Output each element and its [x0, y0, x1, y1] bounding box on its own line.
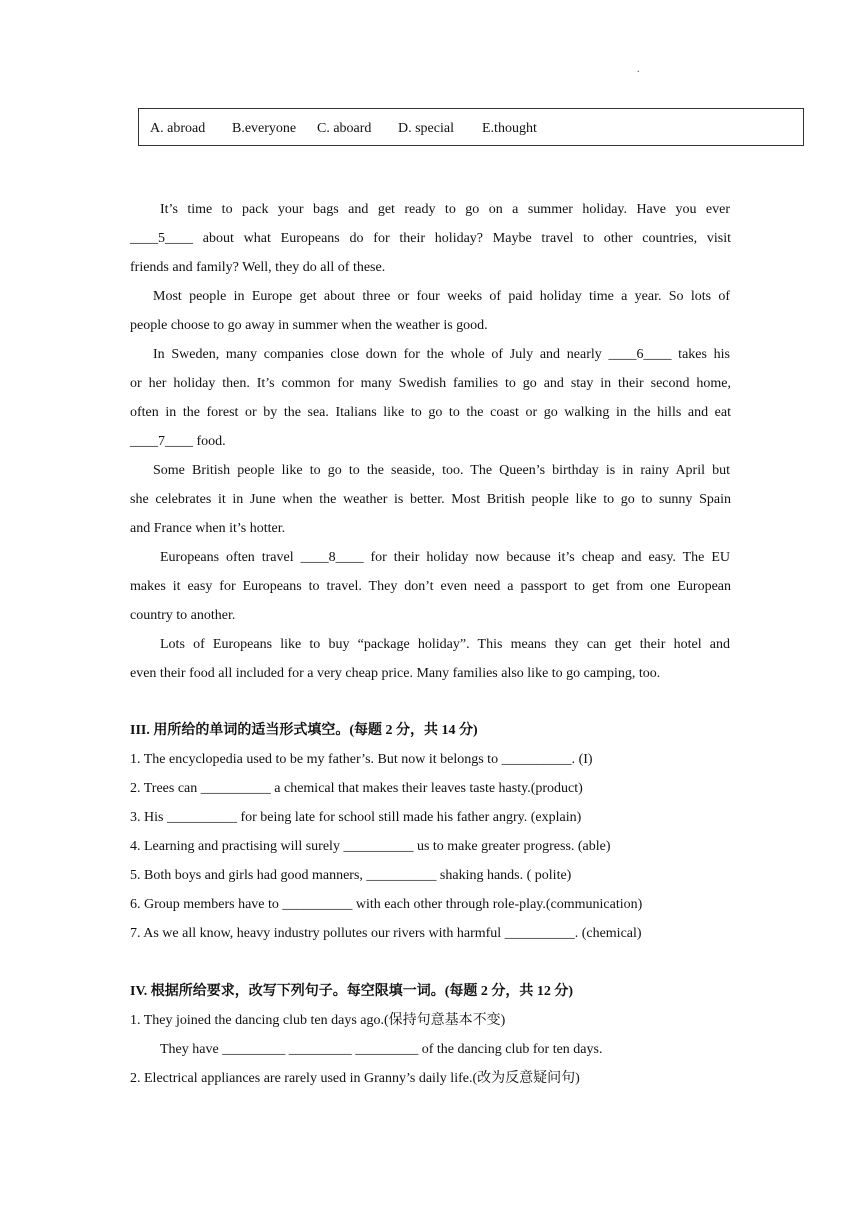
section-3-title: III. 用所给的单词的适当形式填空。(每题 2 分，共 14 分) [130, 723, 478, 738]
passage-line: she celebrates it in June when the weather is better. Most British people like to go to sunny Spain [130, 492, 731, 507]
question-item: 2. Electrical appliances are rarely used in Granny’s daily life.(改为反意疑问句) [130, 1071, 580, 1086]
passage-line: or her holiday then. It’s common for many Swedish families to go and stay in their second home, [130, 376, 731, 391]
word-option-c: C. aboard [317, 121, 372, 136]
passage-line: Lots of Europeans like to buy “package holiday”. This means they can get their hotel and [160, 637, 730, 652]
passage-line: ____7____ food. [130, 434, 226, 449]
passage-line: Europeans often travel ____8____ for their holiday now because it’s cheap and easy. The EU [160, 550, 730, 565]
word-option-b: B.everyone [232, 121, 297, 136]
question-item: 7. As we all know, heavy industry pollutes our rivers with harmful __________. (chemical) [130, 926, 642, 941]
page-mark: . [637, 64, 640, 75]
answer-line: They have _________ _________ _________ of the dancing club for ten days. [160, 1042, 603, 1057]
passage-line: Some British people like to go to the seaside, too. The Queen’s birthday is in rainy April but [153, 463, 730, 478]
section-4-title: IV. 根据所给要求，改写下列句子。每空限填一词。(每题 2 分，共 12 分) [130, 984, 574, 999]
passage-line: friends and family? Well, they do all of these. [130, 260, 386, 275]
passage-line: It’s time to pack your bags and get ready to go on a summer holiday. Have you ever [160, 202, 730, 217]
question-item: 2. Trees can __________ a chemical that makes their leaves taste hasty.(product) [130, 781, 583, 796]
question-item: 4. Learning and practising will surely __________ us to make greater progress. (able) [130, 839, 611, 854]
word-option-d: D. special [398, 121, 454, 136]
question-item: 5. Both boys and girls had good manners, __________ shaking hands. ( polite) [130, 868, 572, 883]
passage-line: makes it easy for Europeans to travel. They don’t even need a passport to get from one European [130, 579, 731, 594]
passage-line: ____5____ about what Europeans do for their holiday? Maybe travel to other countries, visit [130, 231, 731, 246]
passage-line: even their food all included for a very cheap price. Many families also like to go camping, too. [130, 666, 661, 681]
passage-line: In Sweden, many companies close down for the whole of July and nearly ____6____ takes his [153, 347, 730, 362]
passage-line: often in the forest or by the sea. Italians like to go to the coast or go walking in the hills and eat [130, 405, 731, 420]
question-item: 6. Group members have to __________ with each other through role-play.(communication) [130, 897, 643, 912]
question-item: 1. The encyclopedia used to be my father’s. But now it belongs to __________. (I) [130, 752, 593, 767]
question-item: 1. They joined the dancing club ten days ago.(保持句意基本不变) [130, 1013, 506, 1028]
passage-line: country to another. [130, 608, 236, 623]
passage-line: and France when it’s hotter. [130, 521, 286, 536]
question-item: 3. His __________ for being late for school still made his father angry. (explain) [130, 810, 582, 825]
word-bank-box [138, 108, 804, 146]
passage-line: Most people in Europe get about three or four weeks of paid holiday time a year. So lots of [153, 289, 730, 304]
word-option-a: A. abroad [150, 121, 206, 136]
passage-line: people choose to go away in summer when the weather is good. [130, 318, 488, 333]
word-option-e: E.thought [482, 121, 537, 136]
